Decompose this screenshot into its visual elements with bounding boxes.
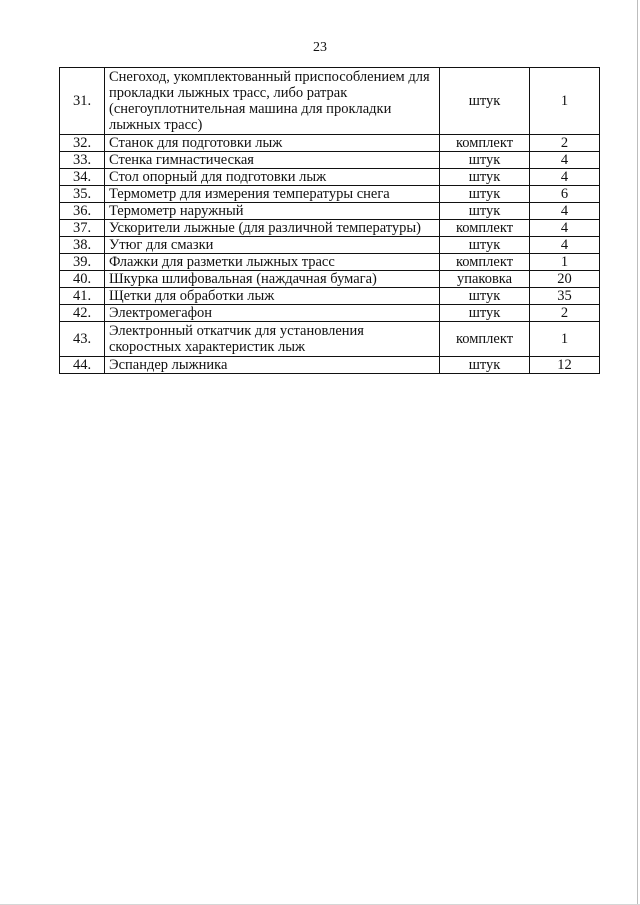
item-name: Ускорители лыжные (для различной температуры): [105, 220, 440, 237]
row-number: 38.: [60, 237, 105, 254]
item-quantity: 12: [530, 357, 600, 374]
item-unit: штук: [440, 357, 530, 374]
item-name: Термометр для измерения температуры снега: [105, 186, 440, 203]
table-row: [60, 254, 600, 271]
item-unit: штук: [440, 68, 530, 135]
item-name: Эспандер лыжника: [105, 357, 440, 374]
item-name: Стол опорный для подготовки лыж: [105, 169, 440, 186]
item-name: Утюг для смазки: [105, 237, 440, 254]
item-unit: штук: [440, 237, 530, 254]
item-unit: штук: [440, 288, 530, 305]
item-quantity: 4: [530, 220, 600, 237]
item-quantity: 2: [530, 135, 600, 152]
item-quantity: 1: [530, 254, 600, 271]
table-row: [60, 169, 600, 186]
page-edge-right: [637, 0, 638, 905]
table-row: [60, 357, 600, 374]
item-name: Стенка гимнастическая: [105, 152, 440, 169]
table-row: [60, 68, 600, 135]
item-unit: штук: [440, 169, 530, 186]
row-number: 34.: [60, 169, 105, 186]
item-quantity: 1: [530, 68, 600, 135]
item-name: Станок для подготовки лыж: [105, 135, 440, 152]
item-unit: штук: [440, 186, 530, 203]
item-name: Электронный откатчик для установления скоростных характеристик лыж: [105, 322, 440, 357]
item-quantity: 4: [530, 169, 600, 186]
table-row: [60, 288, 600, 305]
item-quantity: 4: [530, 203, 600, 220]
item-unit: штук: [440, 152, 530, 169]
item-unit: штук: [440, 305, 530, 322]
table-row: [60, 220, 600, 237]
row-number: 35.: [60, 186, 105, 203]
item-quantity: 6: [530, 186, 600, 203]
row-number: 32.: [60, 135, 105, 152]
row-number: 42.: [60, 305, 105, 322]
item-unit: штук: [440, 203, 530, 220]
table-row: [60, 305, 600, 322]
item-unit: комплект: [440, 220, 530, 237]
row-number: 43.: [60, 322, 105, 357]
item-quantity: 4: [530, 237, 600, 254]
row-number: 36.: [60, 203, 105, 220]
item-quantity: 1: [530, 322, 600, 357]
row-number: 37.: [60, 220, 105, 237]
item-quantity: 2: [530, 305, 600, 322]
row-number: 41.: [60, 288, 105, 305]
table-row: [60, 322, 600, 357]
item-name: Снегоход, укомплектованный приспособлением для прокладки лыжных трасс, либо ратрак (снегоуплотнительная машина для прокладки лыжных трасс): [105, 68, 440, 135]
item-name: Электромегафон: [105, 305, 440, 322]
table-row: [60, 135, 600, 152]
row-number: 44.: [60, 357, 105, 374]
item-name: Термометр наружный: [105, 203, 440, 220]
page-number: 23: [313, 40, 327, 55]
item-name: Щетки для обработки лыж: [105, 288, 440, 305]
table-row: [60, 152, 600, 169]
item-quantity: 35: [530, 288, 600, 305]
equipment-table: [59, 67, 600, 374]
item-unit: комплект: [440, 254, 530, 271]
table-row: [60, 203, 600, 220]
item-quantity: 20: [530, 271, 600, 288]
table-row: [60, 271, 600, 288]
row-number: 31.: [60, 68, 105, 135]
item-unit: упаковка: [440, 271, 530, 288]
row-number: 39.: [60, 254, 105, 271]
table-row: [60, 237, 600, 254]
row-number: 33.: [60, 152, 105, 169]
item-unit: комплект: [440, 135, 530, 152]
item-unit: комплект: [440, 322, 530, 357]
table-row: [60, 186, 600, 203]
item-quantity: 4: [530, 152, 600, 169]
item-name: Шкурка шлифовальная (наждачная бумага): [105, 271, 440, 288]
item-name: Флажки для разметки лыжных трасс: [105, 254, 440, 271]
row-number: 40.: [60, 271, 105, 288]
